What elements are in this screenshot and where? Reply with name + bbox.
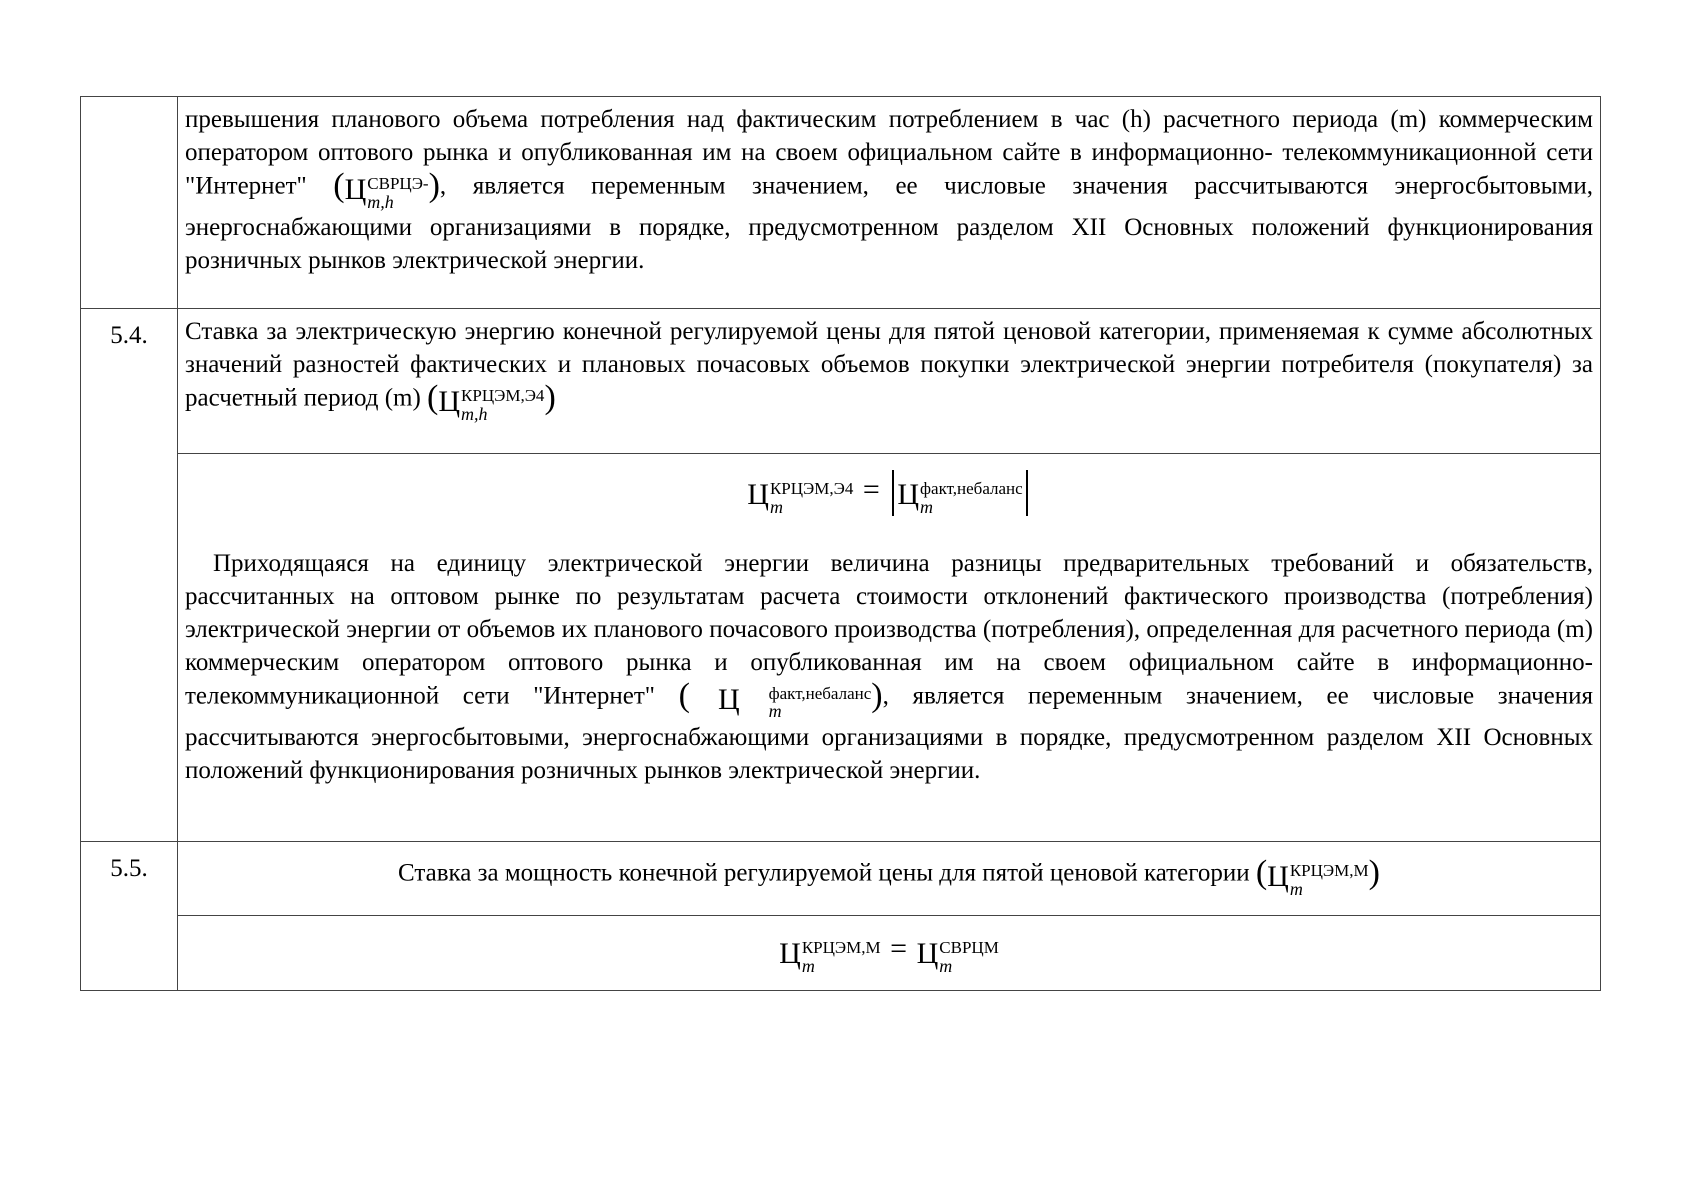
row-5-4-title: Ставка за электрическую энергию конечной регулируемой цены для пятой ценовой категории, применяемая к сумме абсолютных значений разностей фактических и плановых почасовых объемов покупки электрической энергии потребителя (покупателя) за расчетный период (m) (Ц КРЦЭМ,Э4 m,h ) (185, 318, 1593, 424)
row-number-cell-empty (81, 97, 178, 309)
price-symbol-krcem-e4-mh: Ц КРЦЭМ,Э4 m,h (438, 384, 545, 424)
price-symbol-krcem-m: Ц КРЦЭМ,М m (1267, 859, 1369, 899)
equals-sign: = (890, 932, 908, 965)
formula-rhs-symbol: Ц СВРЦМ m (916, 937, 999, 977)
row-5-5-title-cell (178, 842, 1601, 916)
row-5-4-description: Приходящаяся на единицу электрической энергии величина разницы предварительных требований и обязательств, рассчитанных на оптовом рынке по результатам расчета стоимости отклонений фактического производства (потребления) электрической энергии от объемов их планового почасового производства (потребления), определенная для расчетного периода (m) коммерческим оператором оптового рынка и опубликованная им на своем официальном сайте в информационно-телекоммуникационной сети "Интернет" ( Ц факт,небаланс m ), является переменным значением, ее числовые значения рассчитываются энергосбытовыми, энергоснабжающими организациями в порядке, предусмотренном разделом XII Основных положений функционирования розничных рынков электрической энергии. (185, 549, 1594, 785)
formula-krcem-e4 (185, 460, 1593, 525)
formula-krcem-m (185, 922, 1593, 984)
formula-lhs-symbol: Ц КРЦЭМ,Э4 m (747, 478, 854, 517)
formula-rhs-symbol: Ц факт,небаланс m (897, 478, 1023, 517)
tariff-table (80, 96, 1601, 991)
row-number-5-4: 5.4. (81, 309, 178, 842)
row-5-5-formula-cell (178, 916, 1601, 991)
price-symbol-svrce: Ц СВРЦЭ- m,h (344, 172, 429, 212)
row-5-5-title: Ставка за мощность конечной регулируемой цены для пятой ценовой категории (Ц КРЦЭМ,М m ) (398, 854, 1380, 899)
row-5-4-title-cell (178, 309, 1601, 454)
continued-paragraph: превышения планового объема потребления над фактическим потреблением в час (h) расчетного периода (m) коммерческим оператором оптового рынка и опубликованная им на своем официальном сайте в информационно- телекоммуникационной сети "Интернет" (Ц СВРЦЭ- m,h ), является переменным значением, ее числовые значения рассчитываются энергосбытовыми, энергоснабжающими организациями в порядке, предусмотренном разделом XII Основных положений функционирования розничных рынков электрической энергии. (185, 106, 1594, 275)
continued-description-cell (178, 97, 1601, 309)
row-number-5-5: 5.5. (81, 842, 178, 991)
abs-bar-left (892, 470, 894, 516)
formula-lhs-symbol: Ц КРЦЭМ,М m (779, 937, 881, 977)
abs-bar-right (1026, 470, 1028, 516)
price-symbol-fact-nebalans: Ц факт,небаланс m (717, 682, 872, 722)
row-5-4-formula-cell (178, 454, 1601, 842)
equals-sign: = (862, 472, 880, 506)
